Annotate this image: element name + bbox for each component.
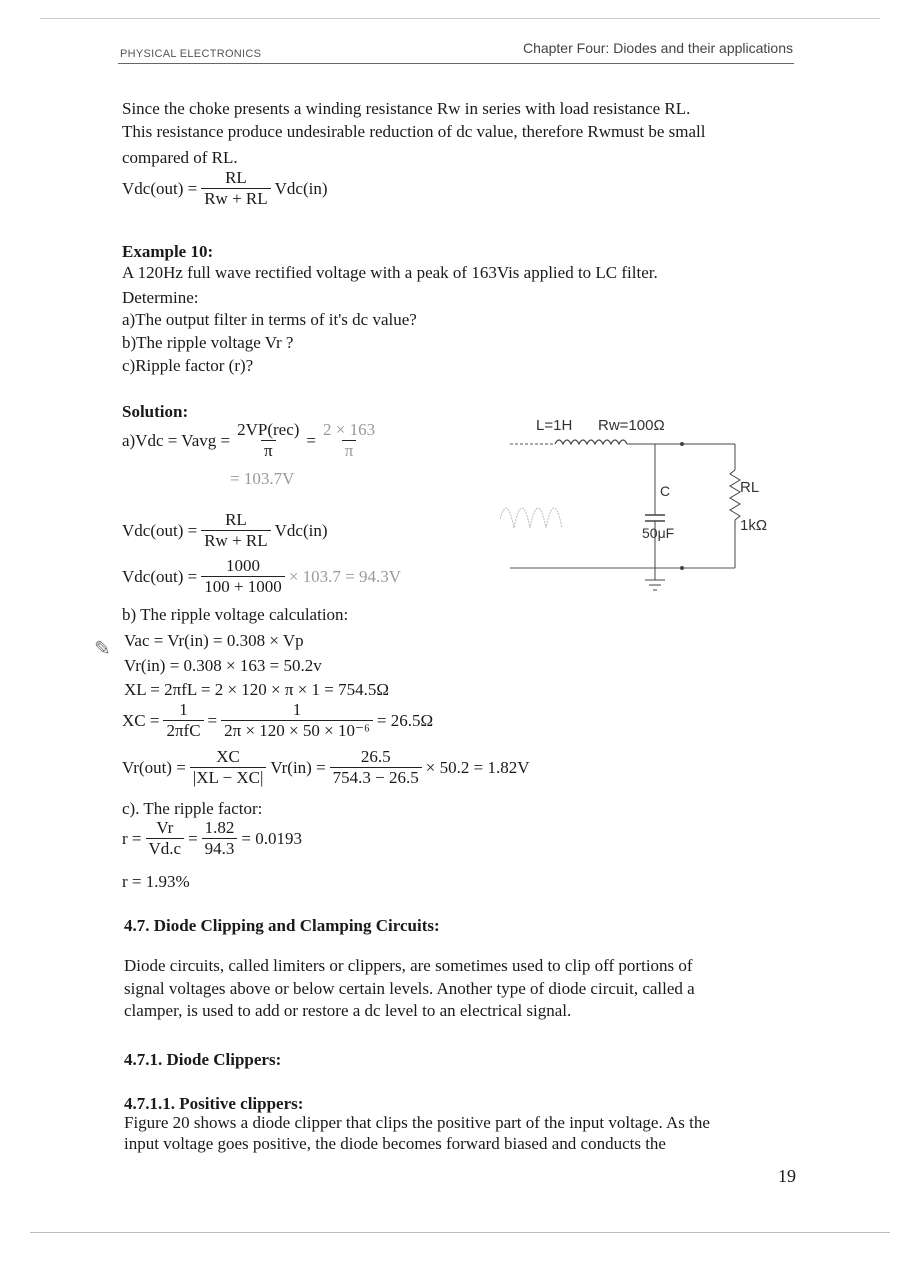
- vrout-den: |XL − XC|: [190, 767, 267, 788]
- solution-b-den: Rw + RL: [201, 530, 270, 551]
- xc-frac2: [221, 700, 373, 741]
- solution-b-num: RL: [225, 510, 247, 529]
- rw-label: Rw=100Ω: [598, 417, 665, 434]
- vrin-line: Vr(in) = 0.308 × 163 = 50.2v: [124, 656, 322, 675]
- r-frac2: [202, 818, 238, 859]
- example-title: Example 10:: [122, 242, 214, 261]
- solution-b: [122, 510, 328, 551]
- intro-line-1: Since the choke presents a winding resistance Rw in series with load resistance RL.: [122, 99, 691, 118]
- vrout-mid: Vr(in) =: [270, 757, 326, 777]
- example-statement: A 120Hz full wave rectified voltage with a peak of 163Vis applied to LC filter.: [122, 263, 658, 282]
- solution-a-lhs: a)Vdc = Vavg =: [122, 430, 231, 450]
- xc-lhs: XC =: [122, 710, 160, 730]
- top-rule: [40, 18, 880, 19]
- margin-mark-icon: ✎: [94, 638, 111, 660]
- formula-dc-out: [122, 168, 328, 209]
- solution-c-frac: [201, 556, 285, 597]
- header-rule: [118, 63, 794, 64]
- r-den2: 94.3: [202, 838, 238, 859]
- xc-num: 1: [179, 700, 188, 719]
- vrout-num2: 26.5: [360, 747, 391, 766]
- solution-a-num: 2VP(rec): [237, 420, 300, 439]
- solution-a-frac2: [320, 420, 378, 461]
- cap-label: C: [660, 483, 671, 499]
- solution-a: a)Vdc = Vavg = $\frac{\text{2VP(rec)}}{\pi}$ = $\frac{2 \times 163}{\pi}$: [122, 420, 382, 461]
- ripple-factor-title: c). The ripple factor:: [122, 799, 263, 818]
- section-4-7-line-3: clamper, is used to add or restore a dc level to an electrical signal.: [124, 1001, 572, 1020]
- xc-equation: XC = $\frac{1}{\text{2πfC}}$ = $\frac{1}{\text{2π × 120 × 50 × 10⁻⁶}}$ = 26.5Ω: [122, 700, 434, 740]
- r-lhs: r =: [122, 828, 142, 848]
- solution-c-den: 100 + 1000: [201, 576, 285, 597]
- r-num2: 1.82: [204, 818, 235, 837]
- r-num: Vr: [156, 818, 174, 837]
- xc-result: = 26.5Ω: [376, 710, 434, 730]
- solution-c-lhs: Vdc(out) =: [122, 566, 198, 586]
- vrout-result: × 50.2 = 1.82V: [425, 757, 530, 777]
- rectified-waveform-icon: [500, 508, 562, 528]
- vrout-lhs: Vr(out) =: [122, 757, 186, 777]
- formula-den: Rw + RL: [201, 188, 270, 209]
- header-right: Chapter Four: Diodes and their applications: [522, 40, 793, 56]
- rl-value: 1kΩ: [740, 517, 768, 534]
- vrout-frac: [190, 747, 267, 788]
- vrout-frac2: [330, 747, 422, 788]
- section-4-7-1-1-line-1: Figure 20 shows a diode clipper that clips the positive part of the input voltage. As the: [124, 1113, 710, 1132]
- solution-title: Solution:: [122, 402, 189, 421]
- xc-den: 2πfC: [163, 720, 203, 741]
- rl-label: RL: [740, 479, 760, 496]
- xc-den2: 2π × 120 × 50 × 10⁻⁶: [221, 720, 373, 741]
- lc-filter-circuit: [500, 410, 780, 600]
- inductor-label: L=1H: [536, 417, 573, 434]
- xc-frac: [163, 700, 203, 741]
- rl-zigzag: [730, 470, 740, 520]
- solution-a-den: π: [261, 440, 276, 461]
- formula-rhs: Vdc(in): [274, 178, 328, 198]
- r-equation: r = $\frac{Vr}{Vd.c}$ = $\frac{1.82}{94.3}$ = 0.0193: [122, 818, 303, 858]
- formula-fraction: [201, 168, 270, 209]
- page-number: 19: [778, 1166, 796, 1186]
- solution-c: [122, 556, 401, 597]
- ripple-title: b) The ripple voltage calculation:: [122, 605, 349, 624]
- vac-line: Vac = Vr(in) = 0.308 × Vp: [124, 631, 304, 650]
- node-bottom: [680, 566, 684, 570]
- cap-value: 50μF: [642, 525, 675, 541]
- vrout-equation: [122, 747, 529, 788]
- vrout-num: XC: [216, 747, 240, 766]
- section-4-7-1-title: 4.7.1. Diode Clippers:: [124, 1050, 282, 1069]
- section-4-7-title: 4.7. Diode Clipping and Clamping Circuits:: [124, 916, 440, 935]
- intro-line-3: compared of RL.: [122, 148, 238, 167]
- bottom-rule: [30, 1232, 890, 1233]
- node-top: [680, 442, 684, 446]
- formula-num: RL: [225, 168, 247, 187]
- section-4-7-line-2: signal voltages above or below certain levels. Another type of diode circuit, called a: [124, 979, 695, 998]
- r-den: Vd.c: [146, 838, 185, 859]
- solution-b-frac: [201, 510, 270, 551]
- solution-b-lhs: Vdc(out) =: [122, 520, 198, 540]
- r-percent: r = 1.93%: [122, 872, 190, 891]
- solution-a-result: = 103.7V: [230, 469, 295, 488]
- header-left: PHYSICAL ELECTRONICS: [120, 48, 262, 60]
- solution-a-den2: π: [342, 440, 357, 461]
- section-4-7-line-1: Diode circuits, called limiters or clippers, are sometimes used to clip off portions of: [124, 956, 693, 975]
- vrout-den2: 754.3 − 26.5: [330, 767, 422, 788]
- example-q-c: c)Ripple factor (r)?: [122, 356, 254, 375]
- solution-b-rhs: Vdc(in): [274, 520, 328, 540]
- xc-num2: 1: [292, 700, 302, 719]
- solution-c-rhs: × 103.7 = 94.3V: [288, 566, 402, 586]
- solution-a-num2: 2 × 163: [323, 420, 376, 439]
- intro-line-2: This resistance produce undesirable reduction of dc value, therefore Rwmust be small: [122, 122, 706, 141]
- r-frac: [146, 818, 185, 859]
- r-result: = 0.0193: [241, 828, 303, 848]
- section-4-7-1-1-title: 4.7.1.1. Positive clippers:: [124, 1094, 304, 1113]
- xl-line: XL = 2πfL = 2 × 120 × π × 1 = 754.5Ω: [124, 680, 390, 699]
- example-q-b: b)The ripple voltage Vr ?: [122, 333, 294, 352]
- example-q-a: a)The output filter in terms of it's dc value?: [122, 310, 417, 329]
- inductor-coil: [555, 440, 627, 444]
- solution-c-num: 1000: [226, 556, 261, 575]
- section-4-7-1-1-line-2: input voltage goes positive, the diode becomes forward biased and conducts the: [124, 1134, 666, 1153]
- solution-a-frac: [234, 420, 302, 461]
- formula-lhs: Vdc(out) =: [122, 178, 198, 198]
- example-determine: Determine:: [122, 288, 199, 307]
